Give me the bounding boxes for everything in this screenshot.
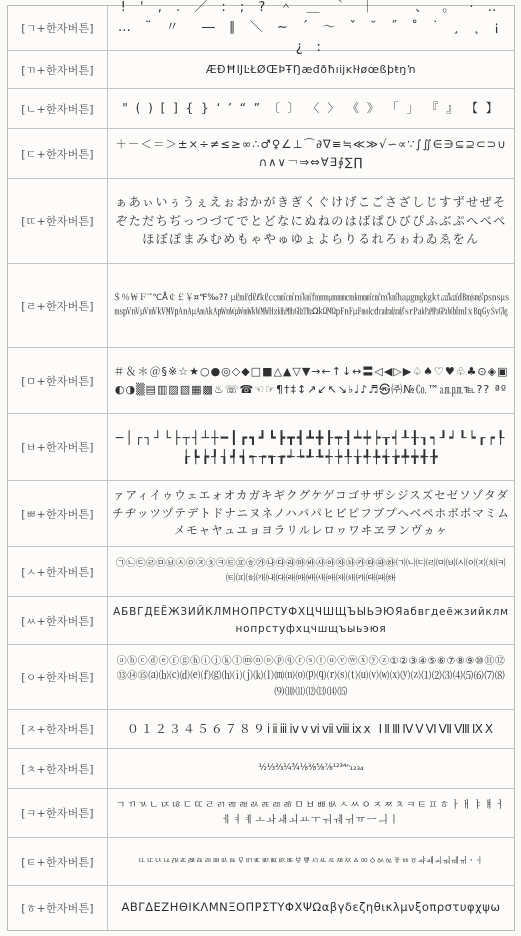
key-combo-label: [ㄴ+한자버튼] <box>8 89 108 128</box>
symbol-list: ½⅓⅔¼¾⅛⅜⅝⅞¹²³⁴ⁿ₁₂₃₄ <box>258 762 364 773</box>
symbol-list: ΑΒΓΔΕΖΗΘΙΚΛΜΝΞΟΠΡΣΤΥΦΧΨΩαβγδεζηθικλμνξοπρστυφχψω <box>121 900 501 915</box>
table-row <box>8 838 514 886</box>
symbol-list: ㅥㅦㅧㅨㅩㅪㅫㅬㅭㅮㅯㅰㅱㅲㅳㅴㅵㅶㅷㅸㅹㅺㅻㅼㅽㅾㅿㆀㆁㆂㆃㆄㆅㆆㆇㆈㆉㆊㆋㆌㆍㆎ <box>138 856 484 866</box>
key-combo-label: [ㅇ+한자버튼] <box>8 645 108 709</box>
symbol-list: ㄱㄲㄳㄴㄵㄶㄷㄸㄹㄺㄻㄼㄽㄾㄿㅀㅁㅂㅃㅄㅅㅆㅇㅈㅉㅊㅋㅌㅍㅎㅏㅐㅑㅒㅓㅔㅕㅖㅗㅘㅙㅚㅛㅜㅝㅞㅟㅠㅡㅢㅣ <box>115 799 507 826</box>
key-combo-label: [ㅃ+한자버튼] <box>8 481 108 546</box>
key-combo-label: [ㅆ+한자버튼] <box>8 597 108 644</box>
symbol-list: ＃＆＊＠§※☆★○●◎◇◆□■△▲▽▼→←↑↓↔〓◁◀▷▶♤♠♡♥♧♣⊙◈▣◐◑▒▤▥▨▧▦▩♨☏☎☜☞¶†‡↕↗↙↖↘♭♩♪♬㉿㈜№㏇™㏂㏘℡?? ªº <box>113 365 509 396</box>
table-row <box>8 886 514 930</box>
symbol-list: ＋－＜＝＞±×÷≠≤≥∞∴♂♀∠⊥⌒∂∇≡≒≪≫√∽∝∵∫∬∈∋⊆⊇⊂⊃∪∩∧∨￢⇒⇔∀∃∮∑∏ <box>115 136 507 169</box>
symbol-list: ァアィイゥウェエォオカガキギクグケゲコゴサザシジスズセゼソゾタダチヂッツヅテデトドナニヌネノハバパヒビピフブプヘベペホボポマミムメモャヤュユョヨラリルレロヮワヰヱヲンヴヵヶ <box>112 487 510 538</box>
symbol-list: ÆÐĦĲĿŁØŒÞŦŊæđðħıĳĸŀłøœßþŧŋŉ <box>205 62 417 76</box>
symbol-list: ぁあぃいぅうぇえぉおかがきぎくぐけげこごさざしじすずせぜそぞただちぢっつづてでとどなにぬねのはばぱひびぴふぶぷへべぺほぼぽまみむめもゃやゅゆょよらりるれろゎわゐゑをん <box>115 195 507 247</box>
symbol-list: ! ' , . ／ : ; ? ＾ ＿ ｀ ｜ ￣ 、 。 · ‥ … ¨ 〃 ― ∥ ＼ ∼ ´ ～ ˇ ˘ ˝ ˚ ˙ ¸ ˛ ¡ ¿ ː <box>117 0 514 56</box>
table-row <box>8 179 514 264</box>
symbol-list: ─│┌┐┘└├┬┤┴┼━┃┏┓┛┗┣┳┫┻╋┠┯┨┷┿┝┰┥┸╂┒┑┚┙┖┕┎┍┞┟┡┢┦┧┩┪┭┮┱┲┵┶┹┺┽┾╀╁╃╄╅╆╇╈╉╊ <box>115 429 507 464</box>
table-row <box>8 645 514 710</box>
symbol-list: ＄％￦Ｆ′″℃Å￠￡￥¤℉‰?? ㎕㎖㎗ℓ㎘㏄㎣㎤㎥㎦㎙㎚㎛㎜㎝㎞㎟㎠㎡㎢㏊㎍㎎㎏㏏㎈㎉㏈㎧㎨㎰㎱㎲㎳㎴㎵㎶㎷㎸㎹㎀㎁㎂㎃㎄㎺㎻㎼㎽㎾㎿㎐㎑㎒㎓㎔Ω㏀㏁㎊㎋㎌㏖㏅㎭㎮㎯㏛㎩㎪㎫㎬㏝㏐㏓㏃㏉㏜㏆ <box>112 293 510 317</box>
symbol-list: ㉠㉡㉢㉣㉤㉥㉦㉧㉨㉩㉪㉫㉬㉭㉮㉯㉰㉱㉲㉳㉴㉵㉶㉷㉸㉹㉺㉻㈀㈁㈂㈃㈄㈅㈆㈇㈈㈉㈊㈋㈌㈍㈎㈏㈐㈑㈒㈓㈔㈕㈖㈗㈘㈙㈚㈛ <box>115 557 506 584</box>
table-row <box>8 264 514 348</box>
key-combo-label: [ㅋ+한자버튼] <box>8 789 108 837</box>
key-combo-label: [ㄹ+한자버튼] <box>8 264 108 347</box>
key-combo-label: [ㅈ+한자버튼] <box>8 710 108 748</box>
symbol-table <box>7 0 515 931</box>
symbol-list: ⓐⓑⓒⓓⓔⓕⓖⓗⓘⓙⓚⓛⓜⓝⓞⓟⓠⓡⓢⓣⓤⓥⓦⓧⓨⓩ①②③④⑤⑥⑦⑧⑨⑩⑪⑫⑬⑭⑮⒜⒝⒞⒟⒠⒡⒢⒣⒤⒥⒦⒧⒨⒩⒪⒫⒬⒭⒮⒯⒰⒱⒲⒳⒴⒵⑴⑵⑶⑷⑸⑹⑺⑻⑼⑽⑾⑿⒀⒁⒂ <box>116 655 506 698</box>
table-row <box>8 51 514 89</box>
key-combo-label: [ㅁ+한자버튼] <box>8 348 108 413</box>
key-combo-label: [ㄸ+한자버튼] <box>8 179 108 263</box>
key-combo-label: [ㅂ+한자버튼] <box>8 414 108 480</box>
key-combo-label: [ㄷ+한자버튼] <box>8 129 108 178</box>
table-row <box>8 0 514 56</box>
symbol-list: ０１２３４５６７８９ⅰⅱⅲⅳⅴⅵⅶⅷⅸⅹ ⅠⅡⅢⅣⅤⅥⅦⅧⅨⅩ <box>126 721 496 736</box>
table-row <box>8 414 514 481</box>
symbol-list: " ( ) [ ] { } ‘ ’ “ ” 〔 〕 〈 〉 《 》 「 」 『 』 【 】 <box>122 101 500 116</box>
key-combo-label: [ㅎ+한자버튼] <box>8 886 108 930</box>
table-row <box>8 547 514 597</box>
key-combo-label: [ㅊ+한자버튼] <box>8 749 108 788</box>
table-row <box>8 597 514 645</box>
key-combo-label: [ㄲ+한자버튼] <box>8 51 108 88</box>
table-row <box>8 710 514 749</box>
key-combo-label: [ㅌ+한자버튼] <box>8 838 108 885</box>
table-row <box>8 481 514 547</box>
key-combo-label: [ㅅ+한자버튼] <box>8 547 108 596</box>
table-row <box>8 749 514 789</box>
table-row <box>8 89 514 129</box>
table-row <box>8 129 514 179</box>
table-row <box>8 348 514 414</box>
symbol-list: АБВГДЕЁЖЗИЙКЛМНОПРСТУФХЦЧШЩЪЫЬЭЮЯабвгдеёжзийклмнопрстуфхцчшщъыьэюя <box>113 606 509 635</box>
key-combo-label: [ㄱ+한자버튼] <box>8 6 108 50</box>
table-row <box>8 789 514 838</box>
